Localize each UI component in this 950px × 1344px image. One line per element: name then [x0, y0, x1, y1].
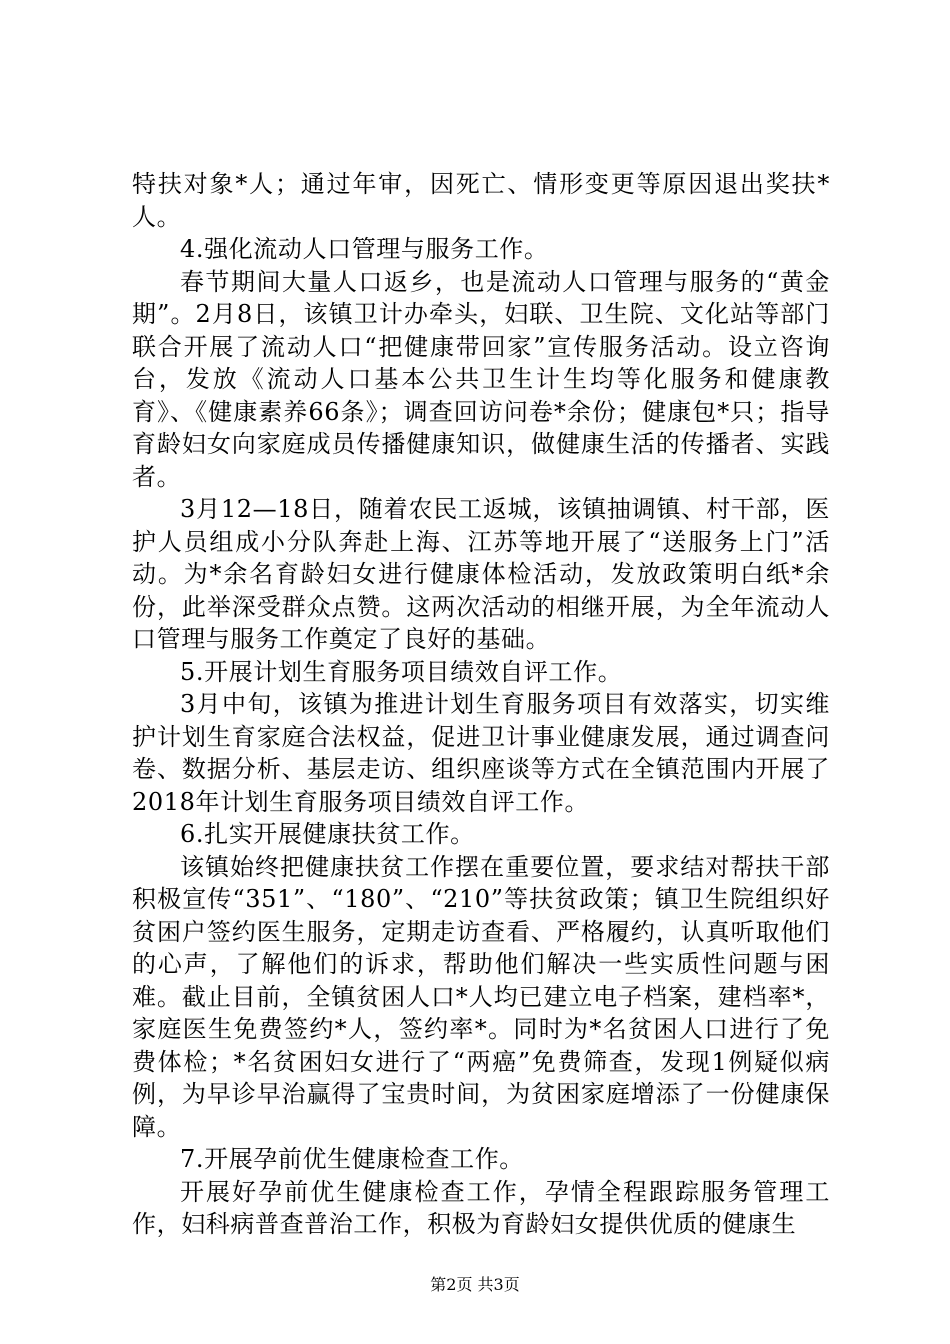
paragraph: 3月中旬，该镇为推进计划生育服务项目有效落实，切实维护计划生育家庭合法权益，促进卫计事业健康发展，通过调查问卷、数据分析、基层走访、组织座谈等方式在全镇范围内开展了2018年计划生育服务项目绩效自评工作。: [132, 690, 830, 816]
paragraph: 春节期间大量人口返乡，也是流动人口管理与服务的“黄金期”。2月8日，该镇卫计办牵头，妇联、卫生院、文化站等部门联合开展了流动人口“把健康带回家”宣传服务活动。设立咨询台，发放《流动人口基本公共卫生计生均等化服务和健康教育》、《健康素养66条》；调查回访问卷*余份；健康包*只；指导育龄妇女向家庭成员传播健康知识，做健康生活的传播者、实践者。: [132, 267, 830, 491]
paragraph: 3月12—18日，随着农民工返城，该镇抽调镇、村干部，医护人员组成小分队奔赴上海、江苏等地开展了“送服务上门”活动。为*余名育龄妇女进行健康体检活动，发放政策明白纸*余份，此举深受群众点赞。这两次活动的相继开展，为全年流动人口管理与服务工作奠定了良好的基础。: [132, 495, 830, 653]
page-number: 第2页 共3页: [430, 1275, 520, 1294]
section-heading: 5.开展计划生育服务项目绩效自评工作。: [180, 657, 623, 686]
section-heading: 7.开展孕前优生健康检查工作。: [180, 1145, 524, 1173]
paragraph: 开展好孕前优生健康检查工作，孕情全程跟踪服务管理工作，妇科病普查普治工作，积极为育龄妇女提供优质的健康生: [132, 1177, 830, 1238]
paragraph: 特扶对象*人；通过年审，因死亡、情形变更等原因退出奖扶*人。: [132, 170, 830, 231]
section-heading: 4.强化流动人口管理与服务工作。: [180, 235, 549, 263]
paragraph: 该镇始终把健康扶贫工作摆在重要位置，要求结对帮扶干部积极宣传“351”、“180”、“210”等扶贫政策；镇卫生院组织好贫困户签约医生服务，定期走访查看、严格履约，认真听取他们的心声，了解他们的诉求，帮助他们解决一些实质性问题与困难。截止目前，全镇贫困人口*人均已建立电子档案，建档率*，家庭医生免费签约*人，签约率*。同时为*名贫困人口进行了免费体检；*名贫困妇女进行了“两癌”免费筛查，发现1例疑似病例，为早诊早治赢得了宝贵时间，为贫困家庭增添了一份健康保障。: [132, 852, 830, 1141]
section-heading: 6.扎实开展健康扶贫工作。: [180, 820, 475, 848]
document-body: [132, 168, 830, 1241]
page-footer: [0, 1275, 950, 1295]
